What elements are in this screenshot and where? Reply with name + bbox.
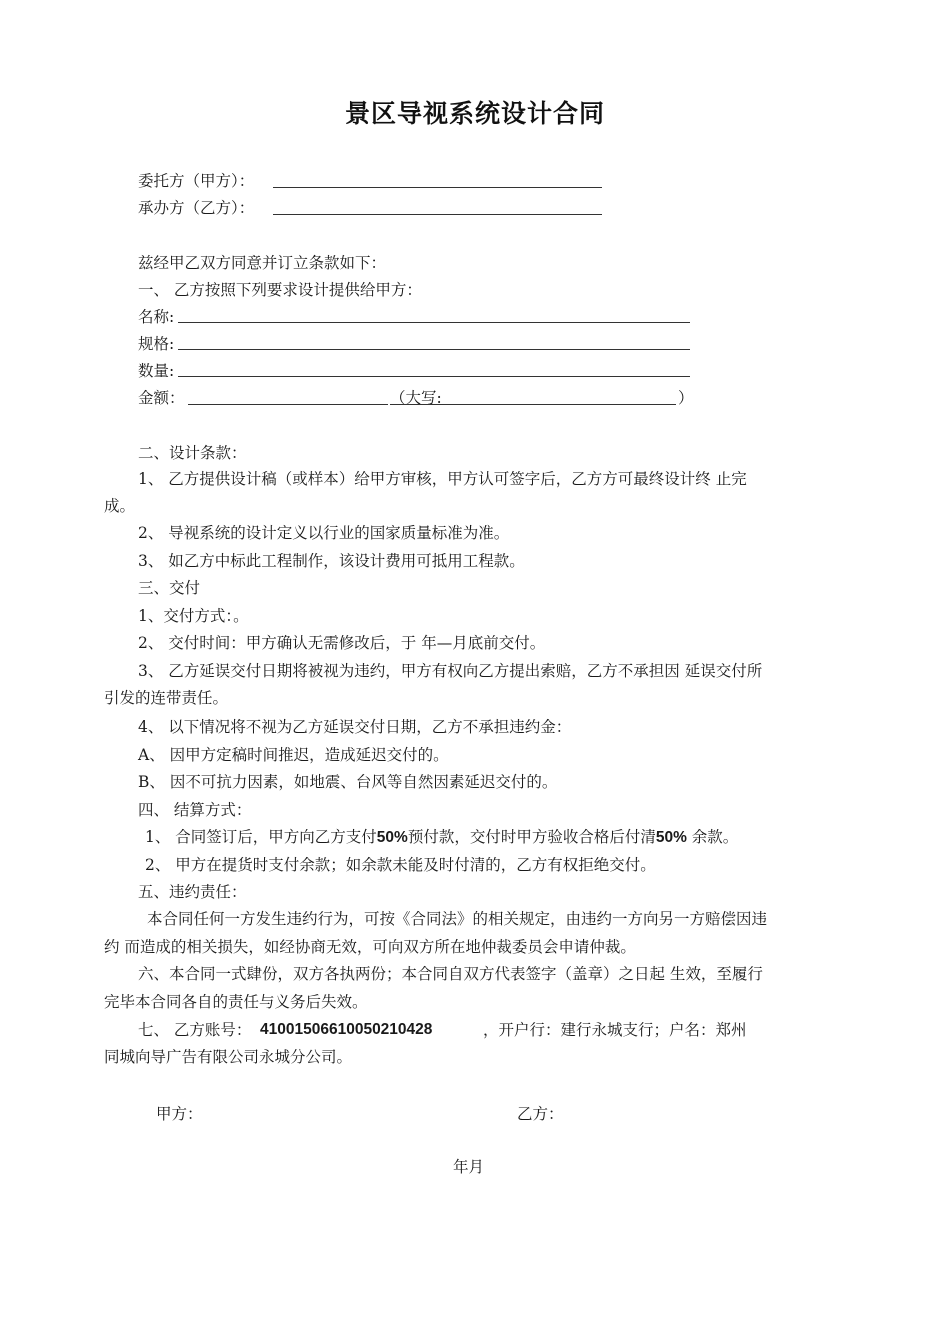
amount-blank: [188, 404, 388, 405]
spec-label: 规格:: [138, 335, 175, 353]
bank-info: ，开户行：建行永城支行；户名：郑州: [483, 1021, 747, 1039]
party-b-label: 承办方（乙方）：: [138, 199, 255, 217]
section4-item1-part-c: 余款。: [686, 828, 739, 846]
section3-item4: 4、 以下情况将不视为乙方延误交付日期，乙方不承担违约金：: [138, 718, 572, 736]
section2-item1-line2: 成。: [104, 497, 136, 515]
section4-item1-part-b: 预付款，交付时甲方验收合格后付清: [407, 828, 656, 846]
section5-heading: 五、违约责任：: [138, 883, 247, 901]
party-b-blank: [273, 214, 602, 215]
spec-blank: [178, 349, 690, 350]
section6-line1: 六、本合同一式肆份，双方各执两份；本合同自双方代表签字（盖章）之日起 生效，至履行: [138, 965, 763, 983]
amount-close: ）: [678, 389, 694, 407]
section2-item1-line1: 1、 乙方提供设计稿（或样本）给甲方审核，甲方认可签字后，乙方方可最终设计终 止完: [138, 470, 747, 488]
quantity-blank: [178, 376, 690, 377]
party-a-blank: [273, 187, 602, 188]
section5-para-line2: 约 而造成的相关损失，如经协商无效，可向双方所在地仲裁委员会申请仲裁。: [104, 938, 636, 956]
section2-item2: 2、 导视系统的设计定义以行业的国家质量标准为准。: [138, 524, 510, 542]
section3-item2: 2、 交付时间：甲方确认无需修改后，于 年—月底前交付。: [138, 634, 546, 652]
party-a-label: 委托方（甲方）：: [138, 172, 255, 190]
section5-para-line1: 本合同任何一方发生违约行为，可按《合同法》的相关规定，由违约一方向另一方赔偿因违: [147, 910, 768, 928]
signature-date: 年月: [453, 1158, 485, 1176]
amount-caps-label: （大写:: [390, 389, 442, 407]
signature-party-a: 甲方：: [156, 1105, 203, 1123]
name-label: 名称:: [138, 308, 175, 326]
section3-item1: 1、交付方式：。: [138, 607, 249, 625]
balance-percent: 50%: [655, 829, 687, 846]
bank-account-number: 41001506610050210428: [260, 1021, 433, 1038]
prepayment-percent: 50%: [376, 829, 408, 846]
section3-item3-line2: 引发的连带责任。: [104, 689, 229, 707]
name-blank: [178, 322, 690, 323]
section3-heading: 三、交付: [138, 579, 201, 597]
section2-heading: 二、设计条款：: [138, 444, 247, 462]
section4-heading: 四、 结算方式：: [138, 801, 252, 819]
section4-item1: [145, 827, 738, 848]
amount-caps-blank: [390, 404, 676, 405]
signature-party-b: 乙方：: [517, 1105, 564, 1123]
amount-label: 金额：: [138, 389, 185, 407]
section7-prefix: 七、 乙方账号：: [138, 1021, 252, 1039]
section3-item-a: A、 因甲方定稿时间推迟，造成延迟交付的。: [138, 746, 449, 764]
section3-item3-line1: 3、 乙方延误交付日期将被视为违约，甲方有权向乙方提出索赔，乙方不承担因 延误交付所: [138, 662, 763, 680]
intro-text: 兹经甲乙双方同意并订立条款如下：: [138, 254, 387, 272]
page-title: 景区导视系统设计合同: [344, 99, 605, 128]
section6-line2: 完毕本合同各自的责任与义务后失效。: [104, 993, 368, 1011]
section7-line2: 同城向导广告有限公司永城分公司。: [104, 1048, 353, 1066]
section3-item-b: B、 因不可抗力因素，如地震、台风等自然因素延迟交付的。: [138, 773, 558, 791]
section4-item2: 2、 甲方在提货时支付余款；如余款未能及时付清的，乙方有权拒绝交付。: [145, 856, 656, 874]
section1-heading: 一、 乙方按照下列要求设计提供给甲方：: [138, 281, 422, 299]
section4-item1-part-a: 1、 合同签订后，甲方向乙方支付: [145, 828, 377, 846]
quantity-label: 数量:: [138, 362, 175, 380]
section2-item3: 3、 如乙方中标此工程制作，该设计费用可抵用工程款。: [138, 552, 525, 570]
